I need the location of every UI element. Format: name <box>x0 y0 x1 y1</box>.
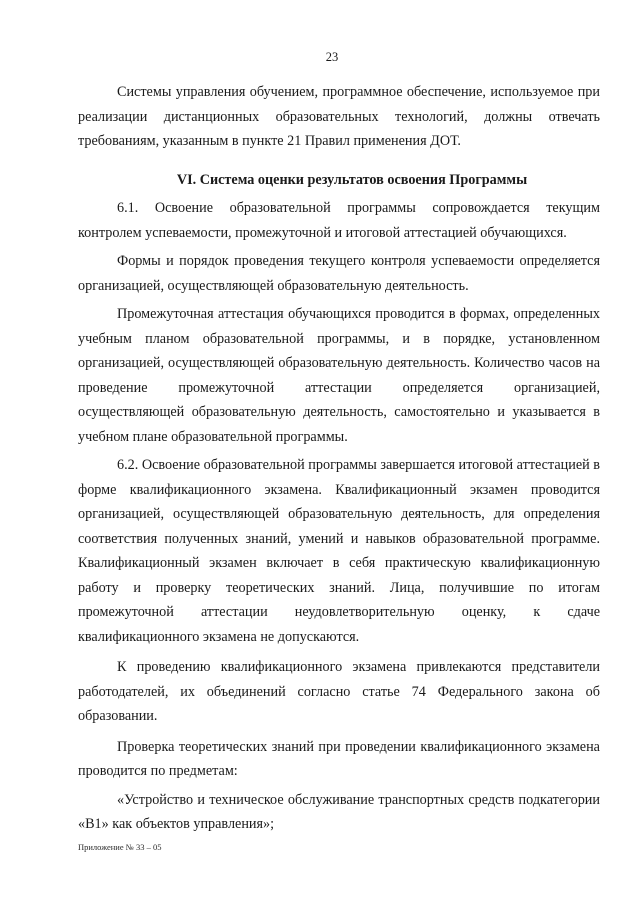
page-content <box>78 80 600 837</box>
paragraph-current-control: Формы и порядок проведения текущего контроля успеваемости определяется организацией, осуществляющей образовательную деятельность. <box>78 253 600 294</box>
paragraph-6-2: 6.2. Освоение образовательной программы завершается итоговой аттестацией в форме квалификационного экзамена. Квалификационный экзамен проводится организацией, осуществляющей образовательную деятельность, для определения соответствия полученных знаний, умений и навыков образовательной программе. Квалификационный экзамен включает в себя практическую квалификационную работу и проверку теоретических знаний. Лица, получившие по итогам промежуточной аттестации неудовлетворительную оценку, к сдаче квалификационного экзамена не допускаются. <box>78 457 600 645</box>
page-number: 23 <box>325 50 339 64</box>
intro-paragraph: Системы управления обучением, программное обеспечение, используемое при реализации дистанционных образовательных технологий, должны отвечать требованиям, указанным в пункте 21 Правил применения ДОТ. <box>78 84 600 149</box>
paragraph-subject-list-item: «Устройство и техническое обслуживание транспортных средств подкатегории «B1» как объектов управления»; <box>78 791 600 832</box>
paragraph-employers: К проведению квалификационного экзамена привлекаются представители работодателей, их объединений согласно статье 74 Федерального закона об образовании. <box>78 659 600 724</box>
paragraph-6-1: 6.1. Освоение образовательной программы сопровождается текущим контролем успеваемости, промежуточной и итоговой аттестацией обучающихся. <box>78 200 600 241</box>
paragraph-theory-check: Проверка теоретических знаний при проведении квалификационного экзамена проводится по предметам: <box>78 738 600 779</box>
section-heading: VI. Система оценки результатов освоения Программы <box>176 171 528 188</box>
footer-note: Приложение № 33 – 05 <box>78 842 162 852</box>
paragraph-intermediate-attestation: Промежуточная аттестация обучающихся проводится в формах, определенных учебным планом образовательной программы, и в порядке, установленном организацией, осуществляющей образовательную деятельность. Количество часов на проведение промежуточной аттестации определяется организацией, осуществляющей образовательную деятельность, самостоятельно и указывается в учебном плане образовательной программы. <box>78 306 600 445</box>
